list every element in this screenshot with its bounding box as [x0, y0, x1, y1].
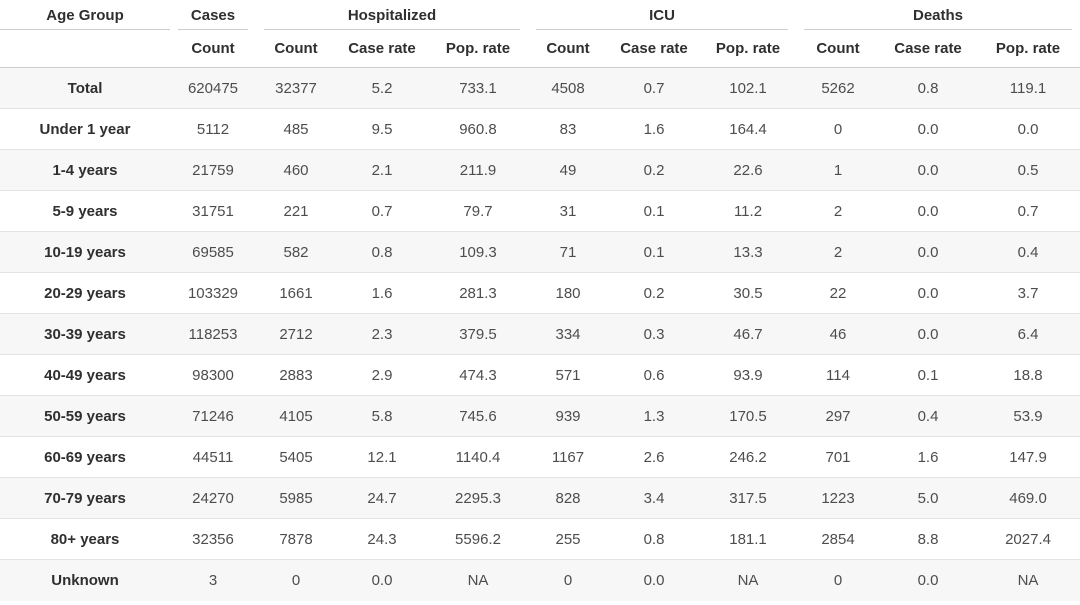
value-cell: 5.2 [371, 79, 393, 97]
value-cell: 24.3 [367, 530, 397, 548]
table-header [0, 0, 1080, 68]
value-cell: 8.8 [917, 530, 939, 548]
value-cell: 32377 [275, 79, 317, 97]
value-cell: 2.1 [371, 161, 393, 179]
value-cell: NA [467, 571, 489, 589]
age-group-cell: Unknown [51, 571, 119, 589]
table-row [0, 355, 1080, 396]
value-cell: 2854 [821, 530, 855, 548]
value-cell: 0.0 [917, 284, 939, 302]
table-row [0, 273, 1080, 314]
value-cell: 93.9 [733, 366, 763, 384]
value-cell: 1.6 [643, 120, 665, 138]
value-cell: 24270 [192, 489, 234, 507]
value-cell: 5596.2 [455, 530, 501, 548]
value-cell: 0.4 [917, 407, 939, 425]
table-row [0, 314, 1080, 355]
value-cell: 164.4 [729, 120, 767, 138]
value-cell: 1167 [551, 448, 585, 466]
value-cell: 939 [555, 407, 581, 425]
table-row [0, 68, 1080, 109]
value-cell: 733.1 [459, 79, 497, 97]
value-cell: 4508 [551, 79, 585, 97]
col-header-deaths-pop-rate: Pop. rate [976, 30, 1080, 68]
value-cell: 0.6 [643, 366, 665, 384]
value-cell: 119.1 [1009, 79, 1047, 97]
age-group-cell: 1-4 years [52, 161, 118, 179]
value-cell: 297 [825, 407, 851, 425]
value-cell: 30.5 [733, 284, 763, 302]
value-cell: 620475 [187, 79, 239, 97]
value-cell: 9.5 [371, 120, 393, 138]
value-cell: 0.1 [917, 366, 939, 384]
sub-header-row [0, 30, 1080, 68]
value-cell: 317.5 [729, 489, 767, 507]
age-group-cell: 50-59 years [44, 407, 126, 425]
value-cell: 0.0 [917, 120, 939, 138]
table-row [0, 150, 1080, 191]
value-cell: NA [737, 571, 759, 589]
age-group-cell: Under 1 year [39, 120, 131, 138]
value-cell: 49 [559, 161, 577, 179]
age-group-subheader-spacer [0, 30, 170, 68]
age-group-cell: 20-29 years [44, 284, 126, 302]
value-cell: 0.7 [371, 202, 393, 220]
value-cell: 114 [826, 366, 850, 384]
value-cell: 5.0 [917, 489, 939, 507]
age-group-cell: 60-69 years [44, 448, 126, 466]
value-cell: 44511 [192, 448, 234, 466]
col-header-hospitalized-count: Count [256, 30, 336, 68]
value-cell: 83 [559, 120, 577, 138]
value-cell: 281.3 [459, 284, 497, 302]
value-cell: 211.9 [459, 161, 497, 179]
value-cell: 1 [833, 161, 843, 179]
value-cell: 31 [559, 202, 577, 220]
value-cell: 701 [825, 448, 851, 466]
value-cell: 2883 [279, 366, 313, 384]
value-cell: 582 [283, 243, 309, 261]
value-cell: 103329 [187, 284, 239, 302]
value-cell: 0 [833, 120, 843, 138]
value-cell: 5.8 [371, 407, 393, 425]
value-cell: 0.7 [643, 79, 665, 97]
value-cell: 5262 [821, 79, 855, 97]
age-group-cell: 40-49 years [44, 366, 126, 384]
value-cell: 255 [555, 530, 581, 548]
col-group-hospitalized: Hospitalized [256, 0, 528, 30]
value-cell: 46 [829, 325, 847, 343]
table-row [0, 109, 1080, 150]
value-cell: 334 [555, 325, 581, 343]
value-cell: 3 [208, 571, 218, 589]
value-cell: 460 [283, 161, 309, 179]
value-cell: 3.4 [643, 489, 665, 507]
value-cell: 21759 [192, 161, 234, 179]
value-cell: 0.0 [1017, 120, 1039, 138]
table-row [0, 519, 1080, 560]
value-cell: 11.2 [733, 202, 763, 220]
value-cell: 71 [559, 243, 577, 261]
value-cell: 5112 [196, 120, 230, 138]
table-row [0, 191, 1080, 232]
col-group-age-group: Age Group [0, 0, 170, 30]
age-group-cell: 10-19 years [44, 243, 126, 261]
value-cell: 745.6 [459, 407, 497, 425]
value-cell: 6.4 [1017, 325, 1039, 343]
col-header-hospitalized-case-rate: Case rate [336, 30, 428, 68]
value-cell: 71246 [192, 407, 234, 425]
value-cell: 2712 [279, 325, 313, 343]
value-cell: 0.0 [917, 325, 939, 343]
value-cell: 5985 [279, 489, 313, 507]
value-cell: 180 [555, 284, 581, 302]
value-cell: 828 [555, 489, 581, 507]
value-cell: 53.9 [1013, 407, 1043, 425]
value-cell: 2.9 [371, 366, 393, 384]
table-row [0, 232, 1080, 273]
value-cell: 0.8 [917, 79, 939, 97]
value-cell: 571 [555, 366, 581, 384]
value-cell: 5405 [279, 448, 313, 466]
value-cell: 0.8 [643, 530, 665, 548]
value-cell: 2.6 [643, 448, 665, 466]
value-cell: 0.0 [643, 571, 665, 589]
value-cell: 0 [833, 571, 843, 589]
value-cell: 3.7 [1017, 284, 1039, 302]
value-cell: 109.3 [459, 243, 497, 261]
value-cell: 1223 [821, 489, 855, 507]
value-cell: 2027.4 [1005, 530, 1051, 548]
age-group-cell: 5-9 years [52, 202, 118, 220]
value-cell: 0.5 [1017, 161, 1039, 179]
value-cell: 79.7 [463, 202, 493, 220]
value-cell: 2 [833, 243, 843, 261]
col-group-deaths: Deaths [796, 0, 1080, 30]
value-cell: 0.0 [917, 161, 939, 179]
col-header-hospitalized-pop-rate: Pop. rate [428, 30, 528, 68]
value-cell: 24.7 [367, 489, 397, 507]
value-cell: 0.0 [917, 243, 939, 261]
value-cell: 0.0 [917, 571, 939, 589]
value-cell: 1661 [279, 284, 313, 302]
table-row [0, 478, 1080, 519]
table-row [0, 396, 1080, 437]
value-cell: 0.1 [643, 202, 665, 220]
value-cell: 0.3 [643, 325, 665, 343]
value-cell: 474.3 [459, 366, 497, 384]
col-header-cases-count: Count [170, 30, 256, 68]
value-cell: 32356 [192, 530, 234, 548]
value-cell: 170.5 [729, 407, 767, 425]
value-cell: 18.8 [1013, 366, 1043, 384]
col-header-icu-case-rate: Case rate [608, 30, 700, 68]
value-cell: 13.3 [733, 243, 763, 261]
value-cell: 147.9 [1009, 448, 1047, 466]
value-cell: 379.5 [459, 325, 497, 343]
col-header-icu-pop-rate: Pop. rate [700, 30, 796, 68]
value-cell: 0.2 [643, 284, 665, 302]
value-cell: 2.3 [371, 325, 393, 343]
age-group-cell: 80+ years [50, 530, 120, 548]
value-cell: 1.3 [643, 407, 665, 425]
value-cell: 221 [283, 202, 309, 220]
value-cell: 22 [829, 284, 847, 302]
value-cell: 0 [291, 571, 301, 589]
value-cell: 0.4 [1017, 243, 1039, 261]
value-cell: 181.1 [729, 530, 767, 548]
value-cell: 1.6 [371, 284, 393, 302]
value-cell: 960.8 [459, 120, 497, 138]
col-header-deaths-case-rate: Case rate [880, 30, 976, 68]
age-group-cell: 30-39 years [44, 325, 126, 343]
value-cell: 7878 [279, 530, 313, 548]
value-cell: 0.8 [371, 243, 393, 261]
value-cell: 469.0 [1009, 489, 1047, 507]
age-group-cell: Total [67, 79, 103, 97]
value-cell: 0.7 [1017, 202, 1039, 220]
value-cell: 46.7 [733, 325, 763, 343]
value-cell: 0.2 [643, 161, 665, 179]
group-header-row [0, 0, 1080, 30]
table-body [0, 68, 1080, 601]
value-cell: 0 [563, 571, 573, 589]
value-cell: 1140.4 [455, 448, 501, 466]
value-cell: 1.6 [917, 448, 939, 466]
value-cell: 69585 [192, 243, 234, 261]
value-cell: 102.1 [729, 79, 767, 97]
value-cell: 98300 [192, 366, 234, 384]
col-group-icu: ICU [528, 0, 796, 30]
value-cell: 2 [833, 202, 843, 220]
col-header-icu-count: Count [528, 30, 608, 68]
value-cell: 246.2 [729, 448, 767, 466]
table-row [0, 560, 1080, 601]
table-row [0, 437, 1080, 478]
age-group-cell: 70-79 years [44, 489, 126, 507]
value-cell: NA [1017, 571, 1039, 589]
col-group-cases: Cases [170, 0, 256, 30]
value-cell: 118253 [188, 325, 238, 343]
value-cell: 22.6 [733, 161, 763, 179]
value-cell: 485 [283, 120, 309, 138]
value-cell: 0.1 [643, 243, 665, 261]
value-cell: 0.0 [917, 202, 939, 220]
value-cell: 31751 [192, 202, 234, 220]
col-header-deaths-count: Count [796, 30, 880, 68]
value-cell: 2295.3 [455, 489, 501, 507]
value-cell: 4105 [279, 407, 313, 425]
value-cell: 12.1 [367, 448, 397, 466]
value-cell: 0.0 [371, 571, 393, 589]
